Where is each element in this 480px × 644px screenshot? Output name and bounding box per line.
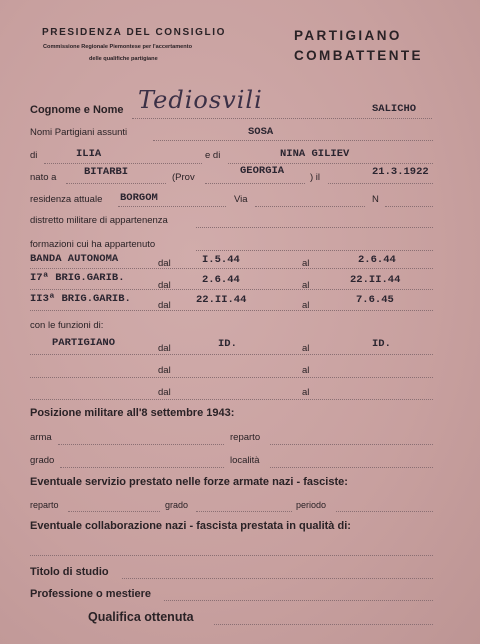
field-line-professione (164, 600, 433, 601)
funzione-3-dal-label: dal (158, 387, 171, 398)
value-nome-partigiano: SOSA (248, 126, 274, 138)
label-e-di: e di (205, 150, 221, 161)
label-nato-a: nato a (30, 172, 57, 183)
value-province: GEORGIA (240, 165, 285, 177)
label-grado-2: grado (165, 500, 189, 510)
label-reparto-2: reparto (30, 500, 59, 510)
field-line-funzione-1 (30, 354, 433, 355)
field-line-qualifica (214, 624, 433, 625)
field-line-localita (270, 467, 433, 468)
funzione-2-al-label: al (302, 365, 310, 376)
label-periodo: periodo (296, 500, 327, 510)
formazione-3-name: II3ª BRIG.GARIB. (30, 293, 131, 305)
label-residenza: residenza attuale (30, 194, 103, 205)
formazione-3-al-label: al (302, 300, 310, 311)
field-line-arma (58, 444, 224, 445)
field-line-via (255, 206, 365, 207)
label-cognome-nome: Cognome e Nome (30, 104, 124, 116)
label-n: N (372, 194, 379, 205)
field-line-funzione-3 (30, 399, 433, 400)
funzione-3-al-label: al (302, 387, 310, 398)
field-line-nomi (153, 140, 433, 141)
field-line-n (385, 206, 433, 207)
field-line-periodo (336, 511, 433, 512)
formazione-3-from: 22.II.44 (196, 294, 247, 306)
formazione-3-to: 7.6.45 (356, 294, 394, 306)
value-first-name: SALICHO (372, 103, 417, 115)
funzione-1-dal-label: dal (158, 343, 171, 354)
label-posizione-militare: Posizione militare all'8 settembre 1943: (30, 407, 235, 419)
formazione-1-name: BANDA AUTONOMA (30, 253, 119, 265)
label-formazioni: formazioni cui ha appartenuto (30, 239, 156, 250)
field-line-titolo-studio (122, 578, 433, 579)
field-line-formazione-1 (30, 268, 433, 269)
header-left-title: PRESIDENZA DEL CONSIGLIO (42, 27, 226, 38)
field-line-province (205, 183, 305, 184)
formazione-1-dal-label: dal (158, 258, 171, 269)
value-mother: NINA GILIEV (280, 148, 350, 160)
header-right-line1: PARTIGIANO (294, 28, 402, 43)
formazione-1-from: I.5.44 (202, 254, 240, 266)
formazione-2-dal-label: dal (158, 280, 171, 291)
field-line-formazione-3 (30, 310, 433, 311)
label-arma: arma (30, 432, 52, 443)
label-localita: località (230, 455, 260, 466)
field-line-collaborazione (30, 555, 433, 556)
label-prov: (Prov (172, 172, 195, 183)
formazione-1-al-label: al (302, 258, 310, 269)
field-line-formazione-2 (30, 289, 433, 290)
funzione-1-to: ID. (372, 338, 391, 350)
value-father: ILIA (76, 148, 102, 160)
label-via: Via (234, 194, 248, 205)
header-right-line2: COMBATTENTE (294, 48, 423, 63)
field-line-funzione-2 (30, 377, 433, 378)
formazione-2-al-label: al (302, 280, 310, 291)
formazione-2-name: I7ª BRIG.GARIB. (30, 272, 125, 284)
field-line-cognome (132, 118, 432, 119)
label-grado-1: grado (30, 455, 55, 466)
label-servizio: Eventuale servizio prestato nelle forze armate nazi - fasciste: (30, 476, 348, 488)
field-line-birth-date (328, 183, 433, 184)
label-di: di (30, 150, 38, 161)
field-line-grado-2 (196, 511, 292, 512)
label-il: ) il (310, 172, 321, 183)
field-line-mother (228, 163, 433, 164)
label-professione: Professione o mestiere (30, 588, 152, 600)
formazione-2-to: 22.II.44 (350, 274, 401, 286)
funzione-2-dal-label: dal (158, 365, 171, 376)
funzione-1-from: ID. (218, 338, 237, 350)
funzione-1-name: PARTIGIANO (52, 337, 116, 349)
label-reparto-1: reparto (230, 432, 261, 443)
header-left-subtitle-1: Commissione Regionale Piemontese per l'accertamento (43, 44, 192, 50)
formazione-2-from: 2.6.44 (202, 274, 240, 286)
label-collaborazione: Eventuale collaborazione nazi - fascista prestata in qualità di: (30, 520, 351, 532)
formazione-1-to: 2.6.44 (358, 254, 396, 266)
value-birthplace: BITARBI (84, 166, 129, 178)
label-nomi-partigiani: Nomi Partigiani assunti (30, 127, 128, 138)
field-line-reparto-1 (270, 444, 433, 445)
label-titolo-studio: Titolo di studio (30, 566, 109, 578)
value-residence: BORGOM (120, 192, 158, 204)
label-distretto: distretto militare di appartenenza (30, 215, 168, 226)
value-surname-handwritten: Tediosvili (138, 86, 263, 114)
label-funzioni: con le funzioni di: (30, 320, 104, 331)
field-line-formazioni (196, 250, 433, 251)
funzione-1-al-label: al (302, 343, 310, 354)
label-qualifica: Qualifica ottenuta (88, 610, 194, 624)
header-left-subtitle-2: delle qualifiche partigiane (89, 56, 158, 62)
field-line-father (44, 163, 202, 164)
value-birth-date: 21.3.1922 (372, 166, 429, 178)
field-line-residence (118, 206, 226, 207)
formazione-3-dal-label: dal (158, 300, 171, 311)
field-line-distretto (196, 227, 433, 228)
field-line-reparto-2 (68, 511, 160, 512)
field-line-grado-1 (60, 467, 224, 468)
field-line-birthplace (66, 183, 166, 184)
